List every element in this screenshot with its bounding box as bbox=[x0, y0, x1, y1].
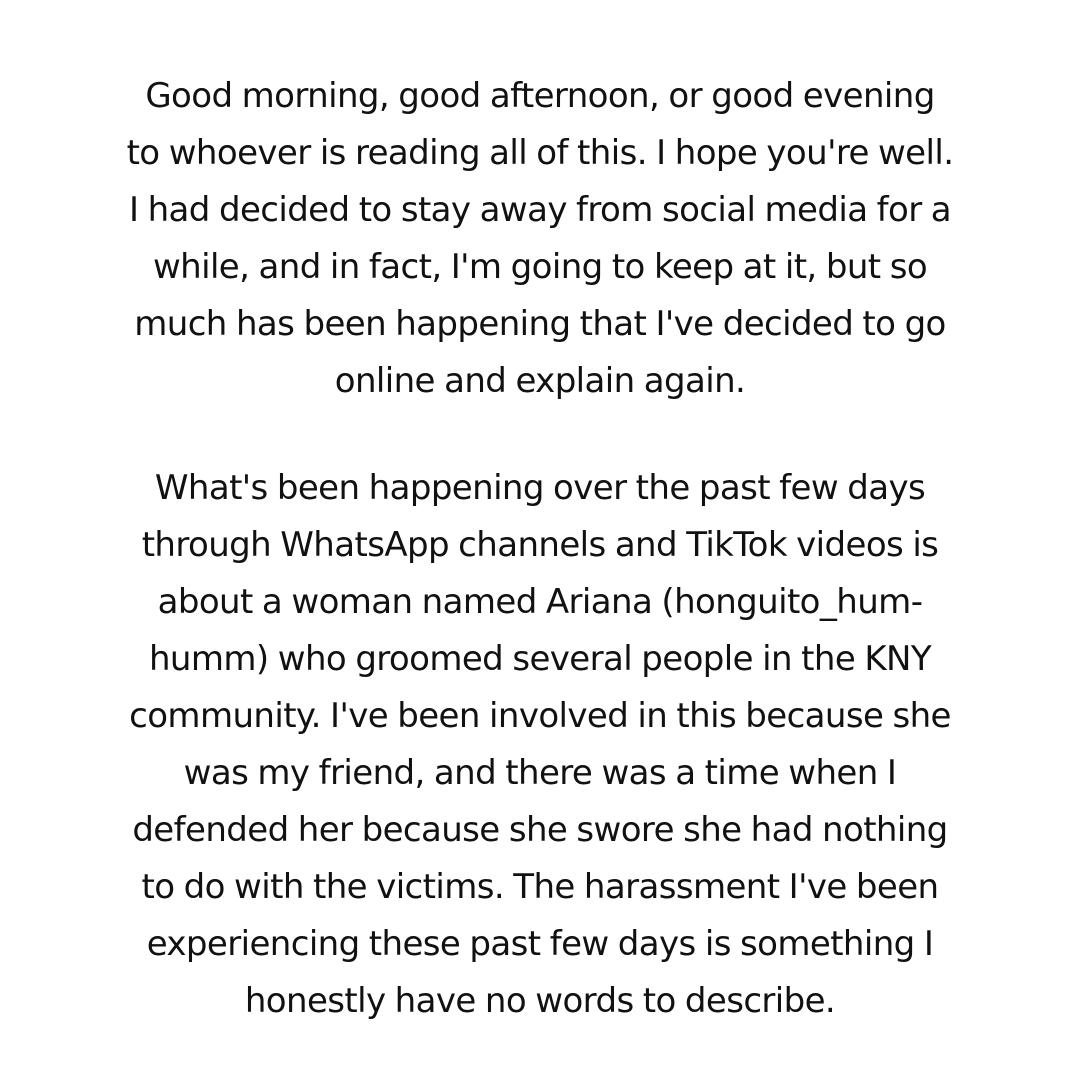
text-line: defended her because she swore she had nothing bbox=[132, 810, 948, 850]
text-line: What's been happening over the past few days bbox=[154, 468, 926, 508]
text-line: about a woman named Ariana (honguito_hum- bbox=[157, 582, 923, 622]
text-line: experiencing these past few days is something I bbox=[146, 924, 934, 964]
text-line: honestly have no words to describe. bbox=[244, 981, 836, 1021]
text-line: while, and in fact, I'm going to keep at it, but so bbox=[152, 247, 928, 287]
text-line: humm) who groomed several people in the KNY bbox=[148, 639, 932, 679]
text-line: much has been happening that I've decided to go bbox=[134, 304, 946, 344]
text-line: community. I've been involved in this because she bbox=[129, 696, 951, 736]
paragraph-explanation bbox=[40, 460, 1040, 1030]
text-line: through WhatsApp channels and TikTok videos is bbox=[141, 525, 939, 565]
text-line: to do with the victims. The harassment I've been bbox=[141, 867, 939, 907]
paragraph-greeting bbox=[40, 68, 1040, 410]
text-line: Good morning, good afternoon, or good evening bbox=[145, 76, 935, 116]
text-line: online and explain again. bbox=[334, 361, 746, 401]
text-line: was my friend, and there was a time when I bbox=[183, 753, 897, 793]
text-line: to whoever is reading all of this. I hope you're well. bbox=[126, 133, 954, 173]
text-line: I had decided to stay away from social media for a bbox=[128, 190, 952, 230]
